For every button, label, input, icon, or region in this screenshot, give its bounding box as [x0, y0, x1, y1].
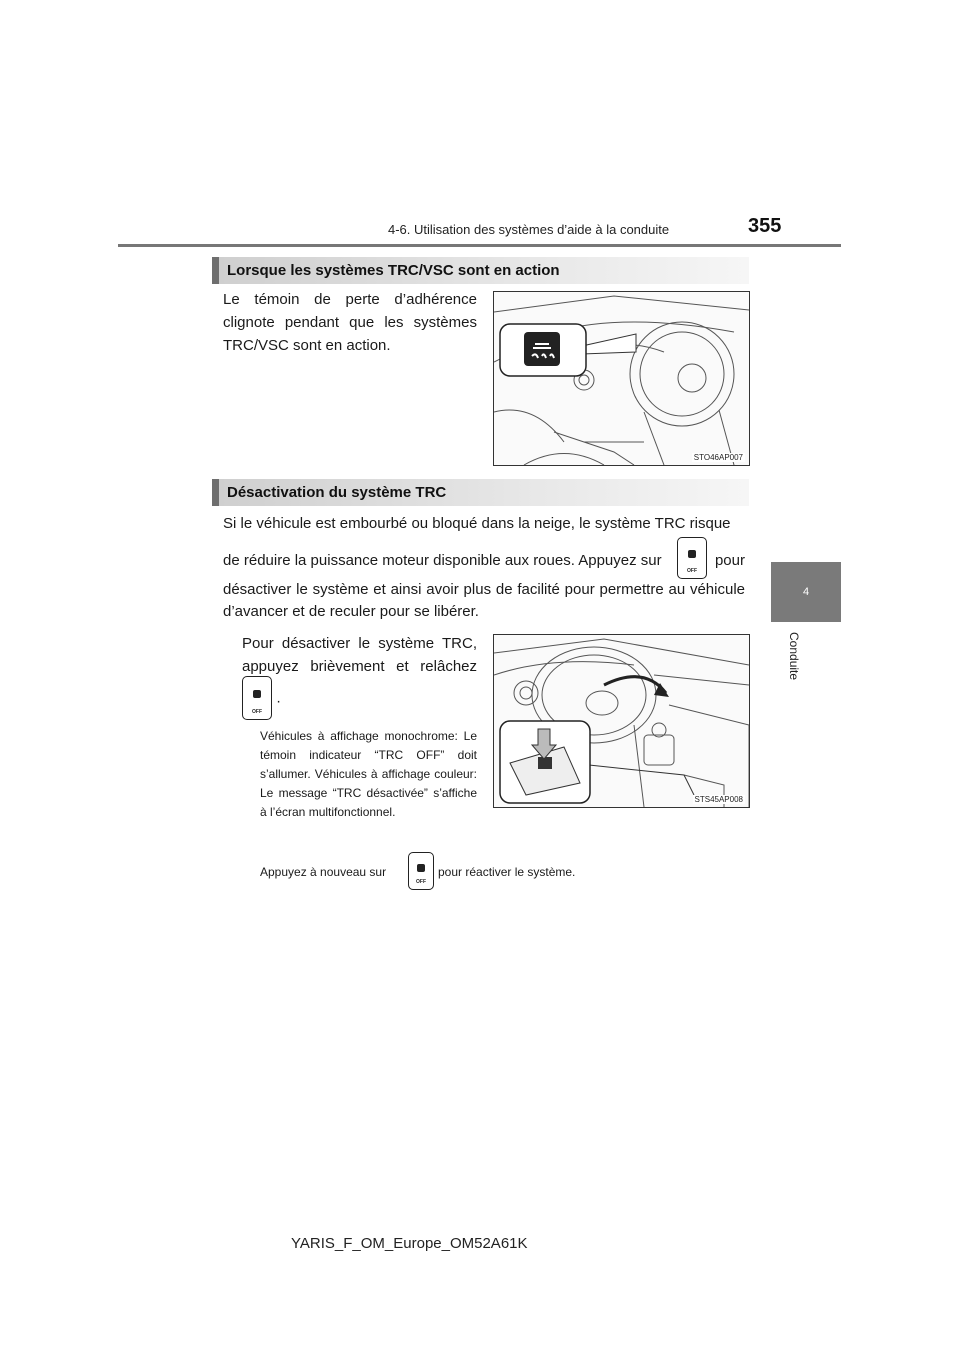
section2-intro-line2 [223, 537, 745, 579]
reactivate-line [260, 852, 740, 892]
console-illustration [494, 635, 749, 807]
section2-intro-line3: désactiver le système et ainsi avoir plus de facilité pour permettre au véhicule [223, 581, 745, 598]
trc-off-note: Véhicules à affichage monochrome: Le témoin indicateur “TRC OFF” doit s’allumer. Véhicules à affichage couleur: Le message “TRC désactivée” s’affiche à l’écran multifonctionnel. [260, 729, 477, 819]
trc-off-button-icon: OFF [677, 537, 707, 579]
section2-intro-line1: Si le véhicule est embourbé ou bloqué dans la neige, le système TRC risque [223, 515, 731, 532]
trc-off-button-icon: OFF [408, 852, 434, 890]
trc-off-instruction: Pour désactiver le système TRC, appuyez brièvement et relâchez [242, 635, 477, 675]
figure-slip-indicator [493, 291, 750, 466]
instruction-period: . [276, 689, 281, 707]
document-code-footer: YARIS_F_OM_Europe_OM52A61K [291, 1235, 528, 1252]
reactivate-text-after: pour réactiver le système. [438, 865, 576, 879]
section-heading-trc-off: Désactivation du système TRC [212, 479, 749, 506]
dashboard-illustration [494, 292, 749, 465]
trc-off-button-icon: OFF [242, 676, 272, 720]
figure-code: STS45AP008 [694, 795, 743, 804]
figure-trc-off-button [493, 634, 750, 808]
running-header-title: 4-6. Utilisation des systèmes d’aide à la conduite [388, 222, 670, 237]
figure-code: STO46AP007 [693, 453, 743, 462]
skid-mark-icon [253, 690, 261, 698]
intro-text-after-button: pour [714, 552, 745, 569]
section2-intro-line4: d’avancer et de reculer pour se libérer. [223, 603, 479, 620]
intro-text-before-button: de réduire la puissance moteur disponible aux roues. Appuyez sur [223, 552, 662, 569]
section-heading-trc-vsc-action: Lorsque les systèmes TRC/VSC sont en action [212, 257, 749, 284]
section1-body: Le témoin de perte d’adhérence clignote pendant que les systèmes TRC/VSC sont en action. [223, 291, 477, 354]
reactivate-text-before: Appuyez à nouveau sur [260, 865, 387, 879]
chapter-label: Conduite [787, 632, 801, 681]
skid-mark-icon [417, 864, 425, 872]
skid-mark-icon [688, 550, 696, 558]
chapter-number: 4 [802, 586, 810, 598]
instruction-button-row [242, 676, 281, 720]
header-divider [118, 244, 841, 247]
page-number: 355 [748, 215, 782, 237]
chapter-tab[interactable] [771, 562, 841, 622]
